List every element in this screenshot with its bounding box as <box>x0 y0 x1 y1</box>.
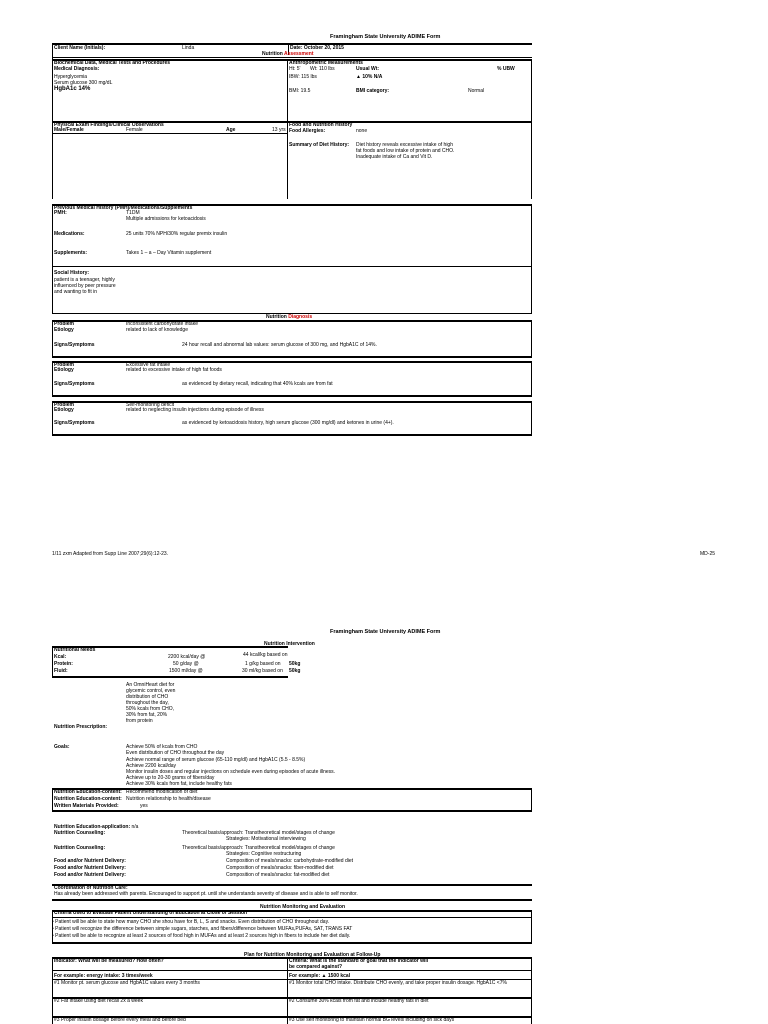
prescription-line: glycemic control, even <box>126 688 176 694</box>
delivery-item: Composition of meals/snacks: fiber-modified diet <box>226 865 334 871</box>
pes-etiology-label: Etiology <box>54 327 74 333</box>
monitoring-header: Nutrition Monitoring and Evaluation <box>260 904 345 910</box>
goal-item: Achieve 30% kcals from fat, include healthy fats <box>126 781 232 787</box>
food-allergies-value: none <box>356 128 368 134</box>
written-materials-value: yes <box>140 803 148 809</box>
edu-content-label: Nutrition Education-content: <box>54 789 122 795</box>
pes-problem: Inconsistent carbohydrate intake <box>126 321 198 327</box>
height-value: Ht: 5' <box>289 66 301 72</box>
diet-summary-line: Diet history reveals excessive intake of high <box>356 142 453 148</box>
diet-summary-line: Inadequate intake of Ca and Vit D. <box>356 154 433 160</box>
fluid-weight: 50kg <box>289 668 301 674</box>
pes-signs: as evidenced by ketoacidosis history, high serum glucose (300 mg/dl) and ketones in urine (4+). <box>182 420 394 426</box>
social-history-line: influenced by peer pressure <box>54 283 116 289</box>
client-name-value: Linda <box>182 45 195 51</box>
protein-value: 50 g/day @ <box>173 661 199 667</box>
food-allergies-label: Food Allergies: <box>289 128 326 134</box>
social-history-line: patient is a teenager, highly <box>54 277 115 283</box>
criteria-column-header: Criteria: What is the standard or goal that the indicator will be compared against? <box>289 958 429 970</box>
pmh-line: Multiple admissions for ketoacidosis <box>126 216 206 222</box>
biochem-line: Serum glucose 300 mg/dL <box>54 80 113 86</box>
monitoring-indicator: #1 Monitor pt. serum glucose and HgbA1C values every 3 months <box>54 980 200 986</box>
diet-summary-label: Summary of Diet History: <box>289 142 350 148</box>
client-name-label: Client Name (Initials): <box>54 45 106 51</box>
pmh-line: T1DM <box>126 210 140 216</box>
criteria-item: • Patient will be able to state how many CHO she shou have for B, L, S and snacks. Even distribution of CHO throughout day. <box>52 919 330 925</box>
page-footer-left: 1/11 zxm Adapted from Supp Line 2007;29(6):12-23. <box>52 551 169 557</box>
social-history-label: Social History: <box>54 270 90 276</box>
goal-item: Achieve 2200 kcal/day <box>126 763 177 769</box>
edu-content-value: Nutrition relationship to health/disease <box>126 796 211 802</box>
delivery-label: Food and/or Nutrient Delivery: <box>54 865 126 871</box>
delivery-item: Composition of meals/snacks: fat-modified diet <box>226 872 330 878</box>
form-title: Framingham State University ADIME Form <box>330 629 441 635</box>
fluid-rate: 30 ml/kg based on <box>242 668 283 674</box>
prescription-line: distribution of CHO <box>126 694 169 700</box>
counseling-strategy: Strategies: Motivational interviewing <box>226 836 306 842</box>
medications-value: 25 units 70% NPH/30% regular premix insulin <box>126 231 228 237</box>
sex-value: Female <box>126 127 143 133</box>
prescription-line: throughout the day, <box>126 700 169 706</box>
written-materials-label: Written Materials Provided: <box>54 803 119 809</box>
monitoring-criteria: #3 Use self monitoring to maintain normal BG levels including on sick days <box>289 1017 455 1023</box>
protein-rate: 1 g/kg based on <box>245 661 281 667</box>
biochem-line: Hyperglycemia <box>54 74 88 80</box>
weight-value: Wt: 110 lbs <box>310 66 335 72</box>
usual-weight-label: Usual Wt: <box>356 66 380 72</box>
edu-content-value: Recommend modification of diet <box>126 789 198 795</box>
example-indicator: For example: energy intake: 3 times/week <box>54 973 153 979</box>
bmi-category-value: Normal <box>468 88 485 94</box>
pes-problem-label: Problem <box>54 402 75 408</box>
pes-etiology-label: Etiology <box>54 407 74 413</box>
physical-exam-header: Physical Exam Findings/Clinical Observations <box>54 122 164 128</box>
edu-application-label: Nutrition Education-application: n/a <box>54 824 139 830</box>
protein-label: Protein: <box>54 661 73 667</box>
supplements-label: Supplements: <box>54 250 88 256</box>
form-title: Framingham State University ADIME Form <box>330 34 441 40</box>
criteria-item: • Patient will be able to recognize at least 2 sources of food high in MUFAs and at least 2 sources high in fibers to include her diet daily. <box>52 933 351 939</box>
pes-signs-label: Signs/Symptoms <box>54 381 95 387</box>
coordination-label: Coordination of Nutrition Care: <box>54 885 128 891</box>
goals-label: Goals: <box>54 744 70 750</box>
medications-label: Medications: <box>54 231 85 237</box>
coordination-value: Has already been addressed with parents. Encouraged to support pt. until she understands severity of disease and is able to self monitor. <box>54 891 358 897</box>
fluid-value: 1500 ml/day @ <box>169 668 203 674</box>
monitoring-indicator: #3 Proper insulin dosage before every meal and before bed <box>54 1017 186 1023</box>
section-diagnosis: Nutrition Diagnosis <box>266 314 313 320</box>
delivery-label: Food and/or Nutrient Delivery: <box>54 872 126 878</box>
pes-signs-label: Signs/Symptoms <box>54 342 95 348</box>
goal-item: Achieve 50% of kcals from CHO <box>126 744 198 750</box>
example-criteria: For example: ▲ 1500 kcal <box>289 973 351 979</box>
counseling-approach: Theoretical basis/approach: Transtheoretical model/stages of change <box>182 830 335 836</box>
prescription-label: Nutrition Prescription: <box>54 724 108 730</box>
indicator-column-header: Indicator: What will be measured? How often? <box>54 958 164 964</box>
protein-weight: 50kg <box>289 661 301 667</box>
goal-item: Monitor insulin doses and regular injections on schedule even during episodes of acute illness. <box>126 769 336 775</box>
intervention-header: Nutrition Intervention <box>264 641 315 647</box>
pes-etiology: related to excessive intake of high fat foods <box>126 367 222 373</box>
pes-problem-label: Problem <box>54 321 75 327</box>
goal-item: Achieve up to 20-30 grams of fibers/day <box>126 775 215 781</box>
delivery-label: Food and/or Nutrient Delivery: <box>54 858 126 864</box>
sex-label: Male/Female <box>54 127 84 133</box>
pes-problem: Excessive fat intake <box>126 362 171 368</box>
prescription-line: 50% kcals from CHO, <box>126 706 175 712</box>
pmh-header: Previous Medical History (PMH)/Medications/Supplements <box>54 205 193 211</box>
age-value: 13 yrs <box>272 127 286 133</box>
pct-ubw-label: % UBW <box>497 66 515 72</box>
section-assessment: Nutrition Assessment <box>262 51 314 57</box>
form-date: Date: October 20, 2015 <box>290 45 344 51</box>
monitoring-indicator: #2 Fat intake using diet recall 2x a week <box>54 998 143 1004</box>
delivery-item: Composition of meals/snacks: carbohydrate-modified diet <box>226 858 354 864</box>
fluid-label: Fluid: <box>54 668 68 674</box>
goal-item: Even distribution of CHO throughout the day <box>126 750 225 756</box>
pes-problem-label: Problem <box>54 362 75 368</box>
kcal-rate: 44 kcal/kg based on <box>243 652 288 658</box>
monitoring-criteria: #2 Consume 30% kcals from fat and include healthy fats in diet <box>289 998 429 1004</box>
pmh-label: PMH: <box>54 210 67 216</box>
page-footer-right: MD-25 <box>700 551 716 557</box>
prescription-line: An OmniHeart diet for <box>126 682 175 688</box>
anthro-header: Anthropometric Measurements <box>289 60 363 66</box>
supplements-value: Takes 1 – a – Day Vitamin supplement <box>126 250 212 256</box>
social-history-line: and wanting to fit in <box>54 289 98 295</box>
bmi-value: BMI: 19.5 <box>289 88 311 94</box>
counseling-label: Nutrition Counseling: <box>54 830 106 836</box>
prescription-line: 30% from fat, 20% <box>126 712 168 718</box>
followup-header: Plan for Nutrition Monitoring and Evaluation at Follow-Up <box>244 952 381 958</box>
monitoring-criteria: #1 Monitor total CHO intake. Distribute CHO evenly, and take proper insulin dosage. HgbA1C <7% <box>289 980 507 986</box>
pes-etiology: related to neglecting insulin injections during episode of illness <box>126 407 264 413</box>
kcal-label: Kcal: <box>54 654 67 660</box>
ibw-value: IBW: 115 lbs <box>289 74 317 80</box>
nutritional-needs-label: Nutritional Needs <box>54 647 96 653</box>
criteria-item: • Patient will recognize the difference between simple sugars, starches, and fibers/difference between MUFAs,PUFAs, SAT, TRANS FAT <box>52 926 353 932</box>
pes-signs-label: Signs/Symptoms <box>54 420 95 426</box>
pes-signs: as evidenced by dietary recall, indicating that 40% kcals are from fat <box>182 381 333 387</box>
diet-summary-line: fat foods and low intake of protein and CHO. <box>356 148 455 154</box>
goal-item: Achieve normal range of serum glucose (65-110 mg/dl) and HgbA1C (5.5 - 8.5%) <box>126 757 306 763</box>
biochem-header: Biochemical Data, Medical Tests and Procedures <box>54 60 171 66</box>
hgba1c-value: HgbA1c 14% <box>54 86 91 92</box>
pes-etiology: related to lack of knowledge <box>126 327 188 333</box>
pes-signs: 24 hour recall and abnormal lab values: serum glucose of 300 mg, and HgbA1C of 14%. <box>182 342 377 348</box>
criteria-header: Criteria Used to Evaluate Patient Understanding of Education at Close of Session <box>54 910 248 916</box>
bmi-category-label: BMI category: <box>356 88 390 94</box>
kcal-value: 2200 kcal/day @ <box>168 654 206 660</box>
pct-ibw-value: ▲ 10% N/A <box>356 74 383 80</box>
age-label: Age <box>226 127 236 133</box>
pes-problem: Self-monitoring deficit <box>126 402 175 408</box>
edu-content-label: Nutrition Education-content: <box>54 796 122 802</box>
pes-etiology-label: Etiology <box>54 367 74 373</box>
food-history-header: Food and Nutrition History <box>289 122 353 128</box>
counseling-strategy: Strategies: Cognitive restructuring <box>226 851 302 857</box>
prescription-line: from protein <box>126 718 153 724</box>
medical-diagnosis-label: Medical Diagnosis: <box>54 66 100 72</box>
counseling-label: Nutrition Counseling: <box>54 845 106 851</box>
counseling-approach: Theoretical basis/approach: Transtheoretical model/stages of change <box>182 845 335 851</box>
